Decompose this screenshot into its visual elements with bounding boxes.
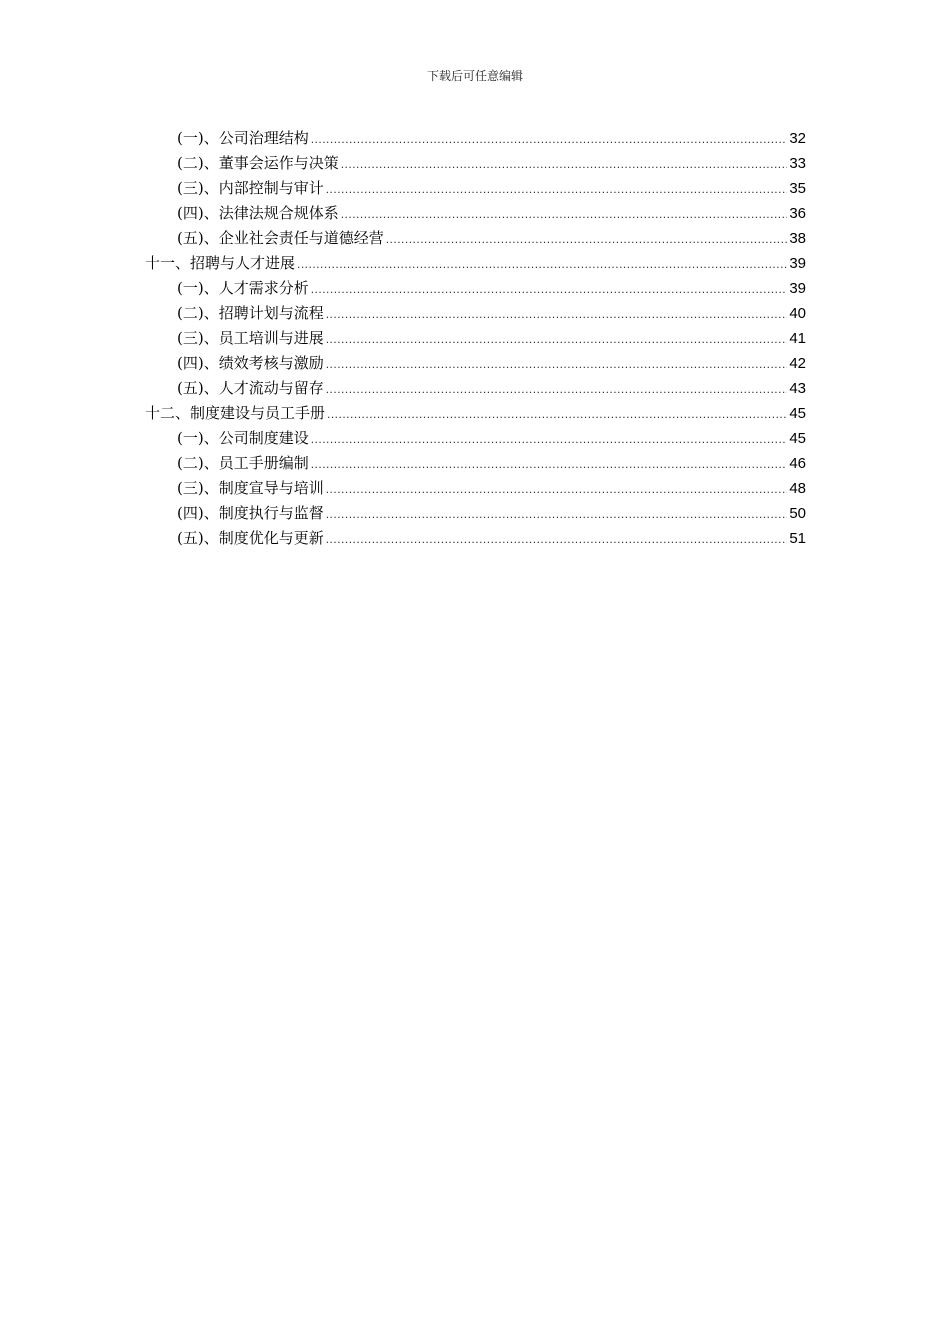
toc-entry-label: (一)、公司治理结构 bbox=[177, 129, 309, 147]
toc-entry[interactable] bbox=[145, 476, 806, 501]
toc-page-number: 39 bbox=[789, 280, 806, 297]
toc-entry-label: (四)、绩效考核与激励 bbox=[177, 354, 324, 372]
toc-dot-leader bbox=[326, 527, 788, 551]
toc-page-number: 42 bbox=[789, 355, 806, 372]
toc-dot-leader bbox=[326, 377, 788, 401]
toc-page-number: 41 bbox=[789, 330, 806, 347]
toc-page-number: 43 bbox=[789, 380, 806, 397]
toc-chapter-entry[interactable] bbox=[145, 401, 806, 426]
toc-entry-label: (一)、人才需求分析 bbox=[177, 279, 309, 297]
toc-dot-leader bbox=[297, 252, 787, 276]
toc-entry[interactable] bbox=[145, 426, 806, 451]
toc-dot-leader bbox=[326, 477, 788, 501]
toc-entry-label: (四)、制度执行与监督 bbox=[177, 504, 324, 522]
toc-entry-label: (一)、公司制度建设 bbox=[177, 429, 309, 447]
toc-entry[interactable] bbox=[145, 376, 806, 401]
toc-entry[interactable] bbox=[145, 126, 806, 151]
toc-page-number: 39 bbox=[789, 255, 806, 272]
toc-entry-label: (三)、内部控制与审计 bbox=[177, 179, 324, 197]
toc-page-number: 45 bbox=[789, 405, 806, 422]
toc-page-number: 40 bbox=[789, 305, 806, 322]
toc-entry-label: 十一、招聘与人才进展 bbox=[145, 254, 296, 272]
toc-dot-leader bbox=[326, 327, 788, 351]
toc-dot-leader bbox=[341, 202, 788, 226]
toc-page-number: 38 bbox=[789, 230, 806, 247]
toc-entry[interactable] bbox=[145, 351, 806, 376]
toc-dot-leader bbox=[326, 352, 788, 376]
toc-entry[interactable] bbox=[145, 501, 806, 526]
toc-page-number: 33 bbox=[789, 155, 806, 172]
toc-entry[interactable] bbox=[145, 151, 806, 176]
toc-entry-label: (五)、制度优化与更新 bbox=[177, 529, 324, 547]
toc-entry[interactable] bbox=[145, 226, 806, 251]
toc-entry-label: (四)、法律法规合规体系 bbox=[177, 204, 339, 222]
toc-entry-label: (二)、招聘计划与流程 bbox=[177, 304, 324, 322]
toc-entry[interactable] bbox=[145, 526, 806, 551]
page-header: 下载后可任意编辑 bbox=[426, 69, 523, 83]
toc-entry-label: (五)、企业社会责任与道德经营 bbox=[177, 229, 384, 247]
toc-page-number: 32 bbox=[789, 130, 806, 147]
toc-page-number: 48 bbox=[789, 480, 806, 497]
toc-dot-leader bbox=[311, 452, 788, 476]
toc-page-number: 50 bbox=[789, 505, 806, 522]
toc-entry-label: (二)、董事会运作与决策 bbox=[177, 154, 339, 172]
toc-entry-label: (二)、员工手册编制 bbox=[177, 454, 309, 472]
toc-dot-leader bbox=[311, 127, 788, 151]
toc-page-number: 46 bbox=[789, 455, 806, 472]
toc-entry[interactable] bbox=[145, 451, 806, 476]
toc-page-number: 45 bbox=[789, 430, 806, 447]
toc-page-number: 35 bbox=[789, 180, 806, 197]
table-of-contents bbox=[145, 126, 806, 551]
toc-dot-leader bbox=[386, 227, 788, 251]
toc-dot-leader bbox=[311, 427, 788, 451]
toc-dot-leader bbox=[326, 302, 788, 326]
toc-entry[interactable] bbox=[145, 276, 806, 301]
toc-page-number: 36 bbox=[789, 205, 806, 222]
toc-dot-leader bbox=[326, 502, 788, 526]
toc-entry[interactable] bbox=[145, 201, 806, 226]
toc-dot-leader bbox=[326, 177, 788, 201]
toc-dot-leader bbox=[311, 277, 788, 301]
toc-entry-label: (五)、人才流动与留存 bbox=[177, 379, 324, 397]
toc-entry-label: (三)、制度宣导与培训 bbox=[177, 479, 324, 497]
toc-dot-leader bbox=[341, 152, 788, 176]
toc-entry[interactable] bbox=[145, 176, 806, 201]
toc-dot-leader bbox=[327, 402, 787, 426]
toc-page-number: 51 bbox=[789, 530, 806, 547]
toc-entry[interactable] bbox=[145, 326, 806, 351]
toc-entry-label: (三)、员工培训与进展 bbox=[177, 329, 324, 347]
toc-entry-label: 十二、制度建设与员工手册 bbox=[145, 404, 326, 422]
toc-chapter-entry[interactable] bbox=[145, 251, 806, 276]
toc-entry[interactable] bbox=[145, 301, 806, 326]
